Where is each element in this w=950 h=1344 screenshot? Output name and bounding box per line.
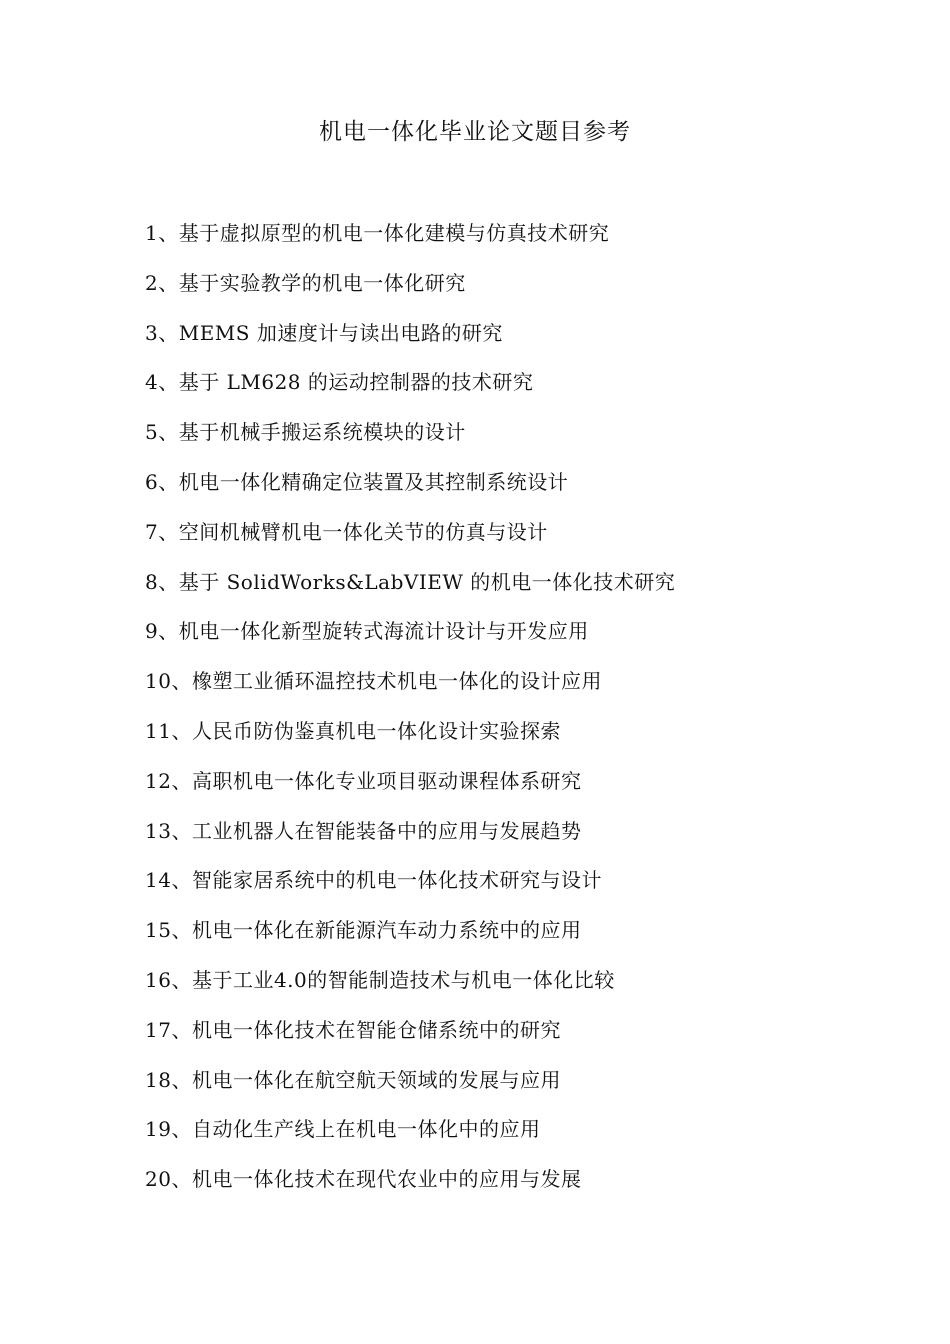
topic-item: 12、高职机电一体化专业项目驱动课程体系研究 xyxy=(145,768,582,793)
topic-item: 14、智能家居系统中的机电一体化技术研究与设计 xyxy=(145,868,602,893)
topic-item: 15、机电一体化在新能源汽车动力系统中的应用 xyxy=(145,918,582,943)
topic-item: 4、基于 LM628 的运动控制器的技术研究 xyxy=(145,370,534,395)
topic-item: 17、机电一体化技术在智能仓储系统中的研究 xyxy=(145,1017,561,1042)
topic-item: 3、MEMS 加速度计与读出电路的研究 xyxy=(145,320,503,345)
page-title: 机电一体化毕业论文题目参考 xyxy=(319,119,631,145)
topic-item: 19、自动化生产线上在机电一体化中的应用 xyxy=(145,1117,541,1142)
topic-item: 9、机电一体化新型旋转式海流计设计与开发应用 xyxy=(145,619,589,644)
topic-item: 8、基于 SolidWorks&LabVIEW 的机电一体化技术研究 xyxy=(145,569,676,594)
topic-item: 6、机电一体化精确定位装置及其控制系统设计 xyxy=(145,469,569,494)
topic-item: 10、橡塑工业循环温控技术机电一体化的设计应用 xyxy=(145,669,602,694)
topic-item: 18、机电一体化在航空航天领域的发展与应用 xyxy=(145,1067,561,1092)
topic-item: 5、基于机械手搬运系统模块的设计 xyxy=(145,420,466,445)
topic-item: 16、基于工业4.0的智能制造技术与机电一体化比较 xyxy=(145,967,615,992)
topic-item: 13、工业机器人在智能装备中的应用与发展趋势 xyxy=(145,818,582,843)
topic-item: 7、空间机械臂机电一体化关节的仿真与设计 xyxy=(145,519,548,544)
topic-item: 1、基于虚拟原型的机电一体化建模与仿真技术研究 xyxy=(145,221,610,245)
topic-list xyxy=(145,213,905,1209)
topic-item: 2、基于实验教学的机电一体化研究 xyxy=(145,270,466,295)
topic-item: 11、人民币防伪鉴真机电一体化设计实验探索 xyxy=(145,718,561,743)
topic-item: 20、机电一体化技术在现代农业中的应用与发展 xyxy=(145,1167,582,1192)
